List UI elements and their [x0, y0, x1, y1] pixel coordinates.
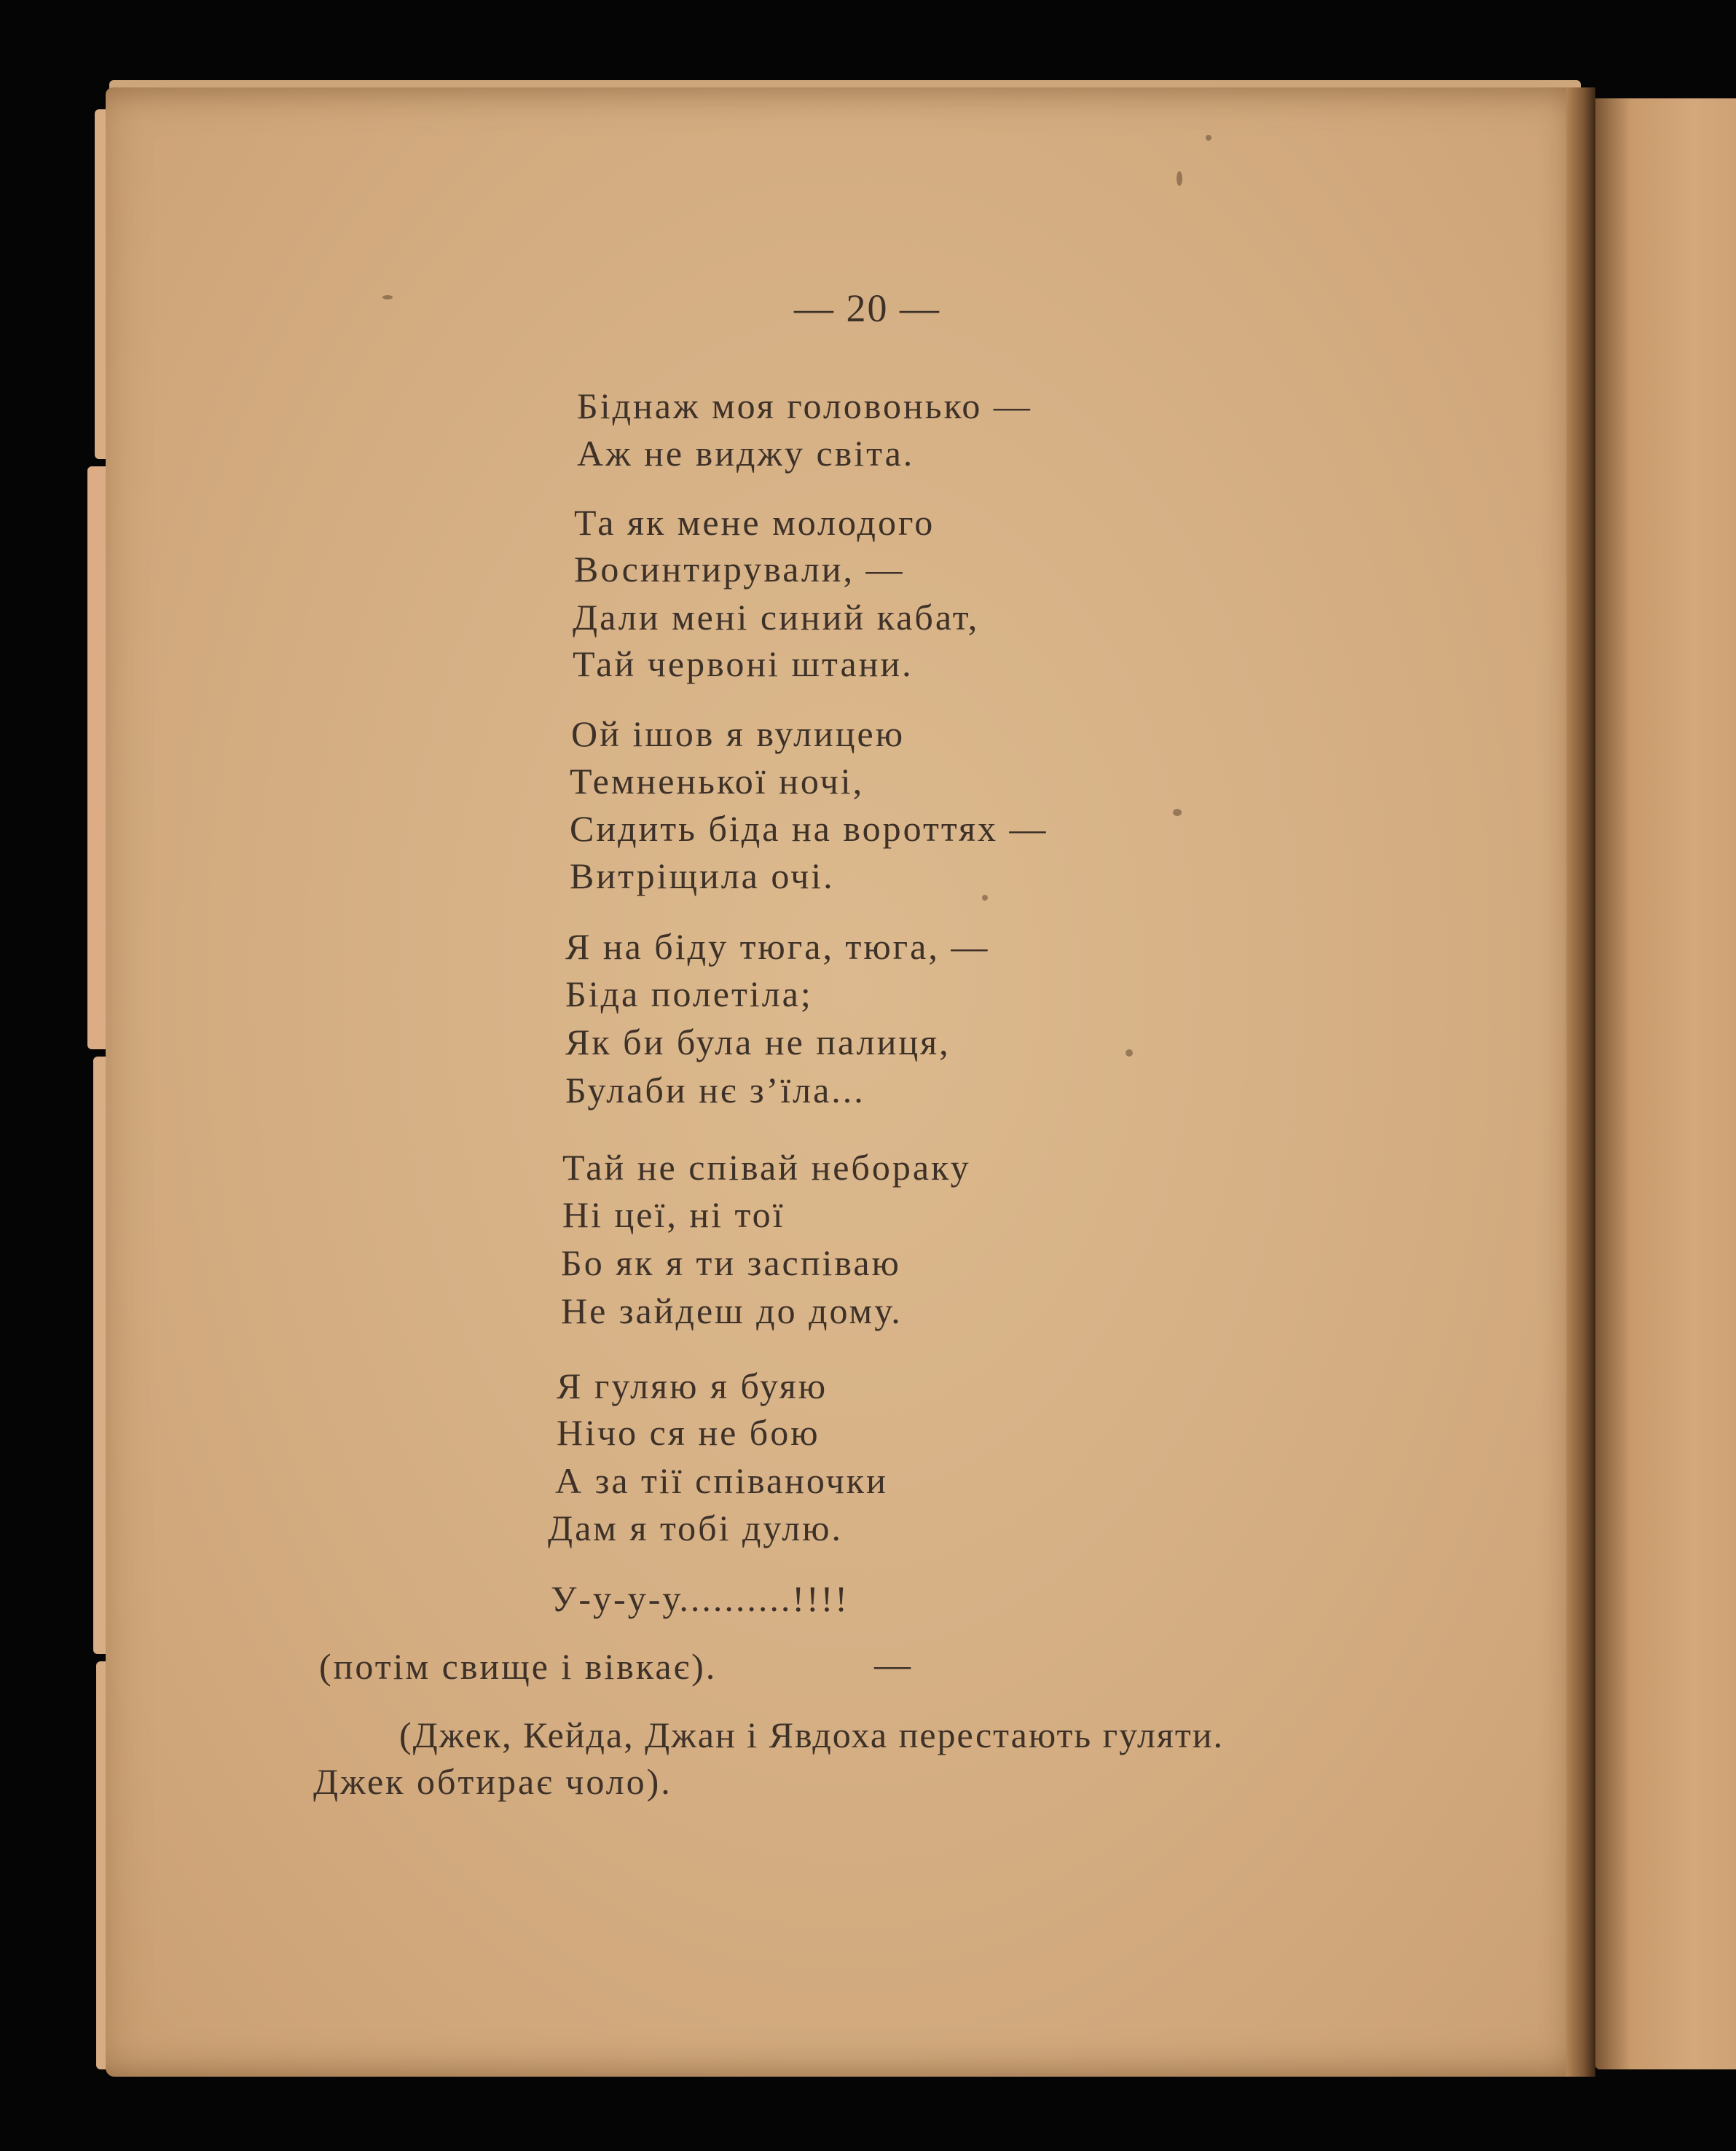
verse-line: Дам я тобі дулю. — [548, 1508, 844, 1548]
verse-line: Восинтирували, — — [574, 549, 905, 589]
paper-speck — [382, 295, 393, 299]
verse-line: Аж не виджу світа. — [577, 433, 915, 474]
verse-line: Тай не співай небораку — [562, 1147, 971, 1188]
verse-line: Не зайдеш до дому. — [561, 1290, 903, 1331]
verse-line: Дали мені синий кабат, — [573, 597, 980, 638]
verse-line: Та як мене молодого — [574, 502, 935, 543]
verse-line: Я на біду тюга, тюга, — — [565, 926, 990, 967]
verse-line: Бо як я ти заспіваю — [561, 1242, 901, 1283]
verse-line: У-у-у-у..........!!!! — [551, 1578, 849, 1619]
stage-direction: (Джек, Кейда, Джан і Явдоха перестають гуляти. — [399, 1715, 1225, 1755]
paper-speck — [1177, 171, 1182, 186]
verse-line: Як би була не палиця, — [565, 1022, 951, 1062]
stage-direction-dash: — — [874, 1644, 913, 1685]
verse-line: Біда полетіла; — [565, 973, 813, 1014]
verse-line: Булаби нє з’їла... — [565, 1070, 865, 1110]
verse-line: Я гуляю я буяю — [557, 1366, 828, 1406]
book-gutter — [1566, 87, 1595, 2077]
verse-line: Сидить біда на вороттях — — [570, 808, 1048, 849]
stage-direction: Джек обтирає чоло). — [313, 1761, 672, 1802]
stage-direction: (потім свище і вівкає). — [319, 1646, 718, 1687]
verse-line: Тай червоні штани. — [573, 643, 914, 684]
paper-speck — [1206, 135, 1211, 141]
right-page-edge — [1595, 98, 1736, 2069]
verse-line: А за тії співаночки — [555, 1460, 888, 1501]
paper-speck — [1126, 1049, 1133, 1057]
verse-line: Біднаж моя головонько — — [577, 385, 1032, 426]
page-number: — 20 — — [794, 286, 940, 330]
paper-speck — [982, 895, 988, 901]
verse-line: Витріщила очі. — [570, 855, 835, 896]
verse-line: Темненької ночі, — [570, 761, 865, 802]
paper-speck — [1173, 809, 1182, 816]
verse-line: Ой ішов я вулицею — [571, 713, 906, 754]
verse-line: Ні цеї, ні тої — [562, 1194, 785, 1235]
verse-line: Нічо ся не бою — [557, 1412, 820, 1453]
